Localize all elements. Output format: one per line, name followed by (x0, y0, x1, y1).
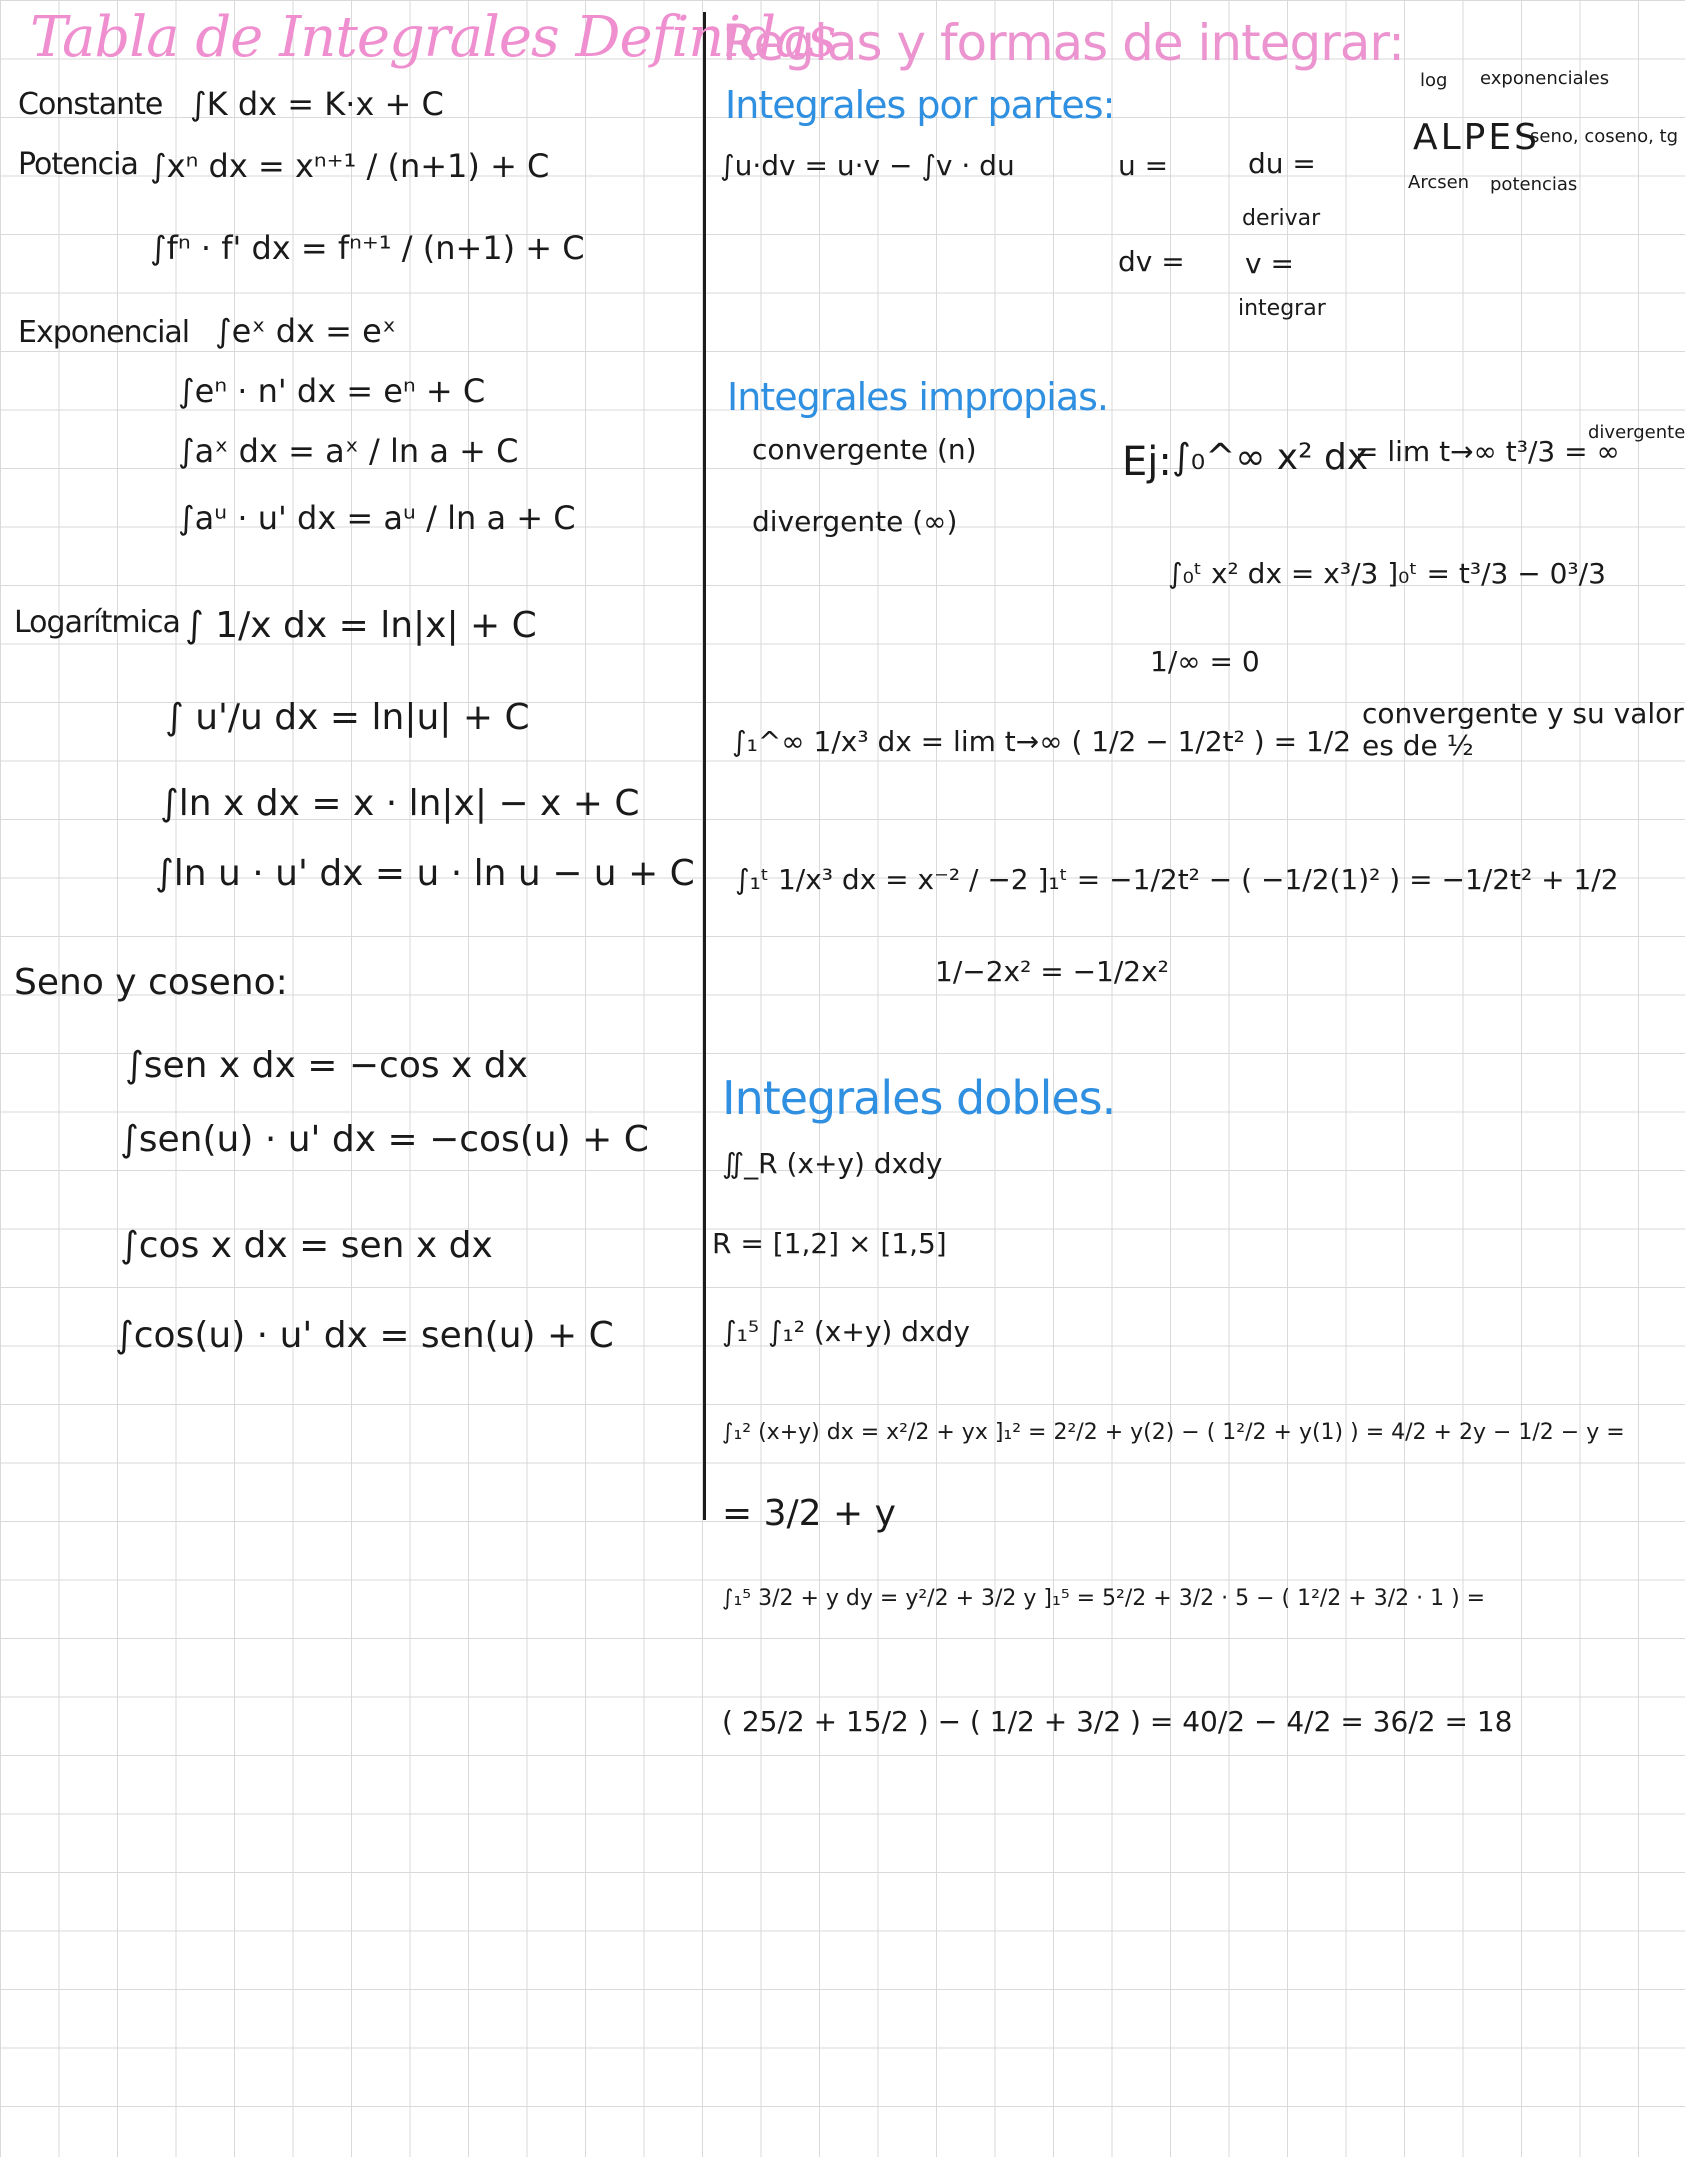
partes-heading: Integrales por partes: (725, 83, 1115, 127)
impropias-heading: Integrales impropias. (727, 375, 1108, 419)
ex2-line-3: 1/−2x² = −1/2x² (935, 955, 1169, 988)
alpes-seno: seno, coseno, tg (1530, 126, 1679, 147)
ex2-line-1: ∫₁^∞ 1/x³ dx = lim t→∞ ( 1/2 − 1/2t² ) = 1/2 (732, 725, 1352, 758)
ej-label: Ej: (1122, 439, 1172, 485)
alpes-exponenciales: exponenciales (1480, 68, 1610, 89)
potencia-formula-2: ∫fⁿ · f' dx = fⁿ⁺¹ / (n+1) + C (150, 229, 585, 267)
constante-formula: ∫K dx = K·x + C (190, 85, 444, 123)
exponencial-formula-1: ∫eˣ dx = eˣ (215, 312, 397, 350)
impropias-divergente: divergente (∞) (752, 505, 958, 538)
partes-du: du = (1248, 147, 1316, 180)
dobles-line-2: R = [1,2] × [1,5] (712, 1227, 947, 1260)
seno-formula-2: ∫sen(u) · u' dx = −cos(u) + C (120, 1119, 649, 1160)
exponencial-label: Exponencial (18, 315, 190, 350)
dobles-heading: Integrales dobles. (722, 1071, 1116, 1125)
dobles-line-7: ( 25/2 + 15/2 ) − ( 1/2 + 3/2 ) = 40/2 − 4/2 = 36/2 = 18 (722, 1705, 1513, 1738)
one-over-infinity: 1/∞ = 0 (1150, 645, 1260, 678)
logaritmica-formula-1: ∫ 1/x dx = ln|x| + C (185, 605, 537, 646)
ej-integral: ∫₀^∞ x² dx (1172, 437, 1369, 478)
partes-derivar: derivar (1242, 206, 1321, 231)
right-title: Reglas y formas de integrar: (722, 14, 1404, 72)
potencia-label: Potencia (18, 147, 138, 182)
partes-v: v = (1245, 247, 1294, 280)
logaritmica-label: Logarítmica (14, 605, 180, 640)
alpes-potencias: potencias (1490, 174, 1578, 195)
ej-divergente: divergente (1588, 422, 1685, 443)
ex2-convergente: convergente y su valor (1362, 697, 1684, 730)
alpes-arcsen: Arcsen (1408, 172, 1470, 193)
ej-limit: = lim t→∞ t³/3 = ∞ (1355, 435, 1620, 468)
alpes-log: log (1420, 70, 1448, 91)
dobles-line-3: ∫₁⁵ ∫₁² (x+y) dxdy (722, 1315, 970, 1348)
seno-formula-1: ∫sen x dx = −cos x dx (125, 1045, 528, 1086)
ej-line-2: ∫₀ᵗ x² dx = x³/3 ]₀ᵗ = t³/3 − 0³/3 (1168, 557, 1606, 590)
alpes-mnemonic: ALPES (1413, 117, 1540, 158)
partes-formula: ∫u·dv = u·v − ∫v · du (720, 149, 1015, 182)
logaritmica-formula-2: ∫ u'/u dx = ln|u| + C (165, 697, 530, 738)
left-title: Tabla de Integrales Definidas (30, 5, 836, 70)
exponencial-formula-3: ∫aˣ dx = aˣ / ln a + C (178, 432, 519, 470)
seno-formula-4: ∫cos(u) · u' dx = sen(u) + C (115, 1315, 614, 1356)
logaritmica-formula-4: ∫ln u · u' dx = u · ln u − u + C (155, 853, 695, 894)
partes-dv: dv = (1118, 245, 1185, 278)
ex2-line-2: ∫₁ᵗ 1/x³ dx = x⁻² / −2 ]₁ᵗ = −1/2t² − ( −1/2(1)² ) = −1/2t² + 1/2 (735, 863, 1619, 896)
column-divider (703, 12, 706, 1520)
constante-label: Constante (18, 87, 163, 122)
dobles-line-4: ∫₁² (x+y) dx = x²/2 + yx ]₁² = 2²/2 + y(2) − ( 1²/2 + y(1) ) = 4/2 + 2y − 1/2 − y = (722, 1420, 1625, 1445)
exponencial-formula-4: ∫aᵘ · u' dx = aᵘ / ln a + C (178, 499, 576, 537)
logaritmica-formula-3: ∫ln x dx = x · ln|x| − x + C (160, 783, 640, 824)
dobles-line-1: ∬_R (x+y) dxdy (722, 1147, 943, 1180)
ex2-convergente-2: es de ½ (1362, 729, 1474, 762)
seno-label: Seno y coseno: (14, 962, 288, 1003)
dobles-line-5: = 3/2 + y (722, 1493, 896, 1534)
exponencial-formula-2: ∫eⁿ · n' dx = eⁿ + C (178, 372, 486, 410)
partes-integrar: integrar (1238, 296, 1326, 321)
potencia-formula-1: ∫xⁿ dx = xⁿ⁺¹ / (n+1) + C (150, 147, 550, 185)
seno-formula-3: ∫cos x dx = sen x dx (120, 1225, 493, 1266)
partes-u: u = (1118, 149, 1169, 182)
dobles-line-6: ∫₁⁵ 3/2 + y dy = y²/2 + 3/2 y ]₁⁵ = 5²/2 + 3/2 · 5 − ( 1²/2 + 3/2 · 1 ) = (722, 1586, 1486, 1611)
impropias-convergente: convergente (n) (752, 433, 977, 466)
